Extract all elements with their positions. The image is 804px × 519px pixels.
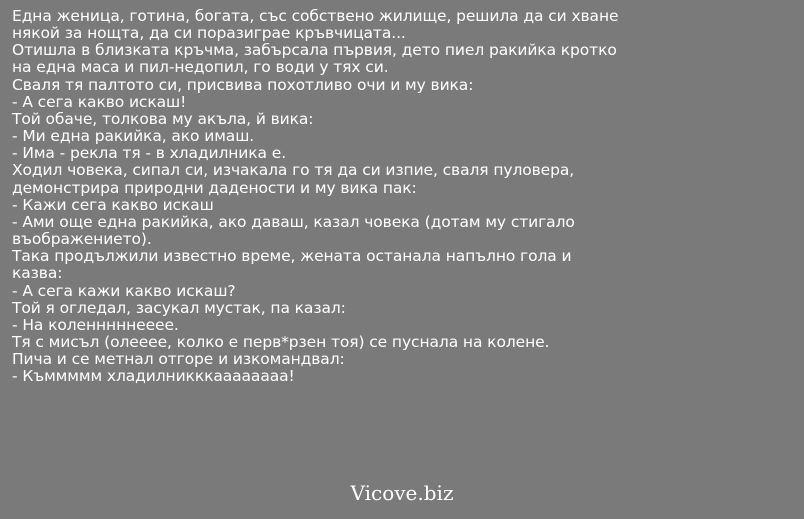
joke-line: - Кажи сега какво искаш: [12, 195, 214, 214]
joke-text: [12, 8, 796, 385]
joke-line: някой за нощта, да си поразиграе кръвчицата...: [12, 24, 406, 43]
joke-line: - На коленннннееее.: [12, 315, 179, 334]
joke-line: Той я огледал, засукал мустак, па казал:: [12, 298, 346, 317]
joke-line: - А сега кажи какво искаш?: [12, 281, 236, 300]
joke-line: Пича и се метнал отгоре и изкомандвал:: [12, 350, 345, 369]
joke-line: - Къммммм хладилникккаааааааа!: [12, 367, 295, 386]
joke-line: - Ами още една ракийка, ако даваш, казал човека (дотам му стигало: [12, 212, 575, 231]
joke-line: - Ми една ракийка, ако имаш.: [12, 127, 255, 146]
joke-line: Тя с мисъл (олееее, колко е перв*рзен тоя) се пуснала на колене.: [12, 332, 550, 351]
joke-line: Той обаче, толкова му акъла, й вика:: [12, 109, 314, 128]
joke-line: демонстрира природни дадености и му вика пак:: [12, 178, 417, 197]
joke-line: Една женица, готина, богата, със собствено жилище, решила да си хване: [12, 7, 619, 25]
joke-line: - Има - рекла тя - в хладилника е.: [12, 144, 287, 163]
joke-line: на една маса и пил-недопил, го води у тях си.: [12, 58, 389, 77]
joke-line: Отишла в близката кръчма, забърсала първия, дето пиел ракийка кротко: [12, 41, 617, 60]
joke-line: Така продължили известно време, жената останала напълно гола и: [12, 247, 572, 266]
site-watermark: Vicove.biz: [350, 481, 454, 505]
joke-line: - А сега какво искаш!: [12, 92, 187, 111]
joke-line: въображението).: [12, 230, 152, 249]
joke-line: Сваля тя палтото си, присвива похотливо очи и му вика:: [12, 75, 474, 94]
joke-line: казва:: [12, 264, 63, 283]
joke-line: Ходил човека, сипал си, изчакала го тя да си изпие, сваля пуловера,: [12, 161, 575, 180]
